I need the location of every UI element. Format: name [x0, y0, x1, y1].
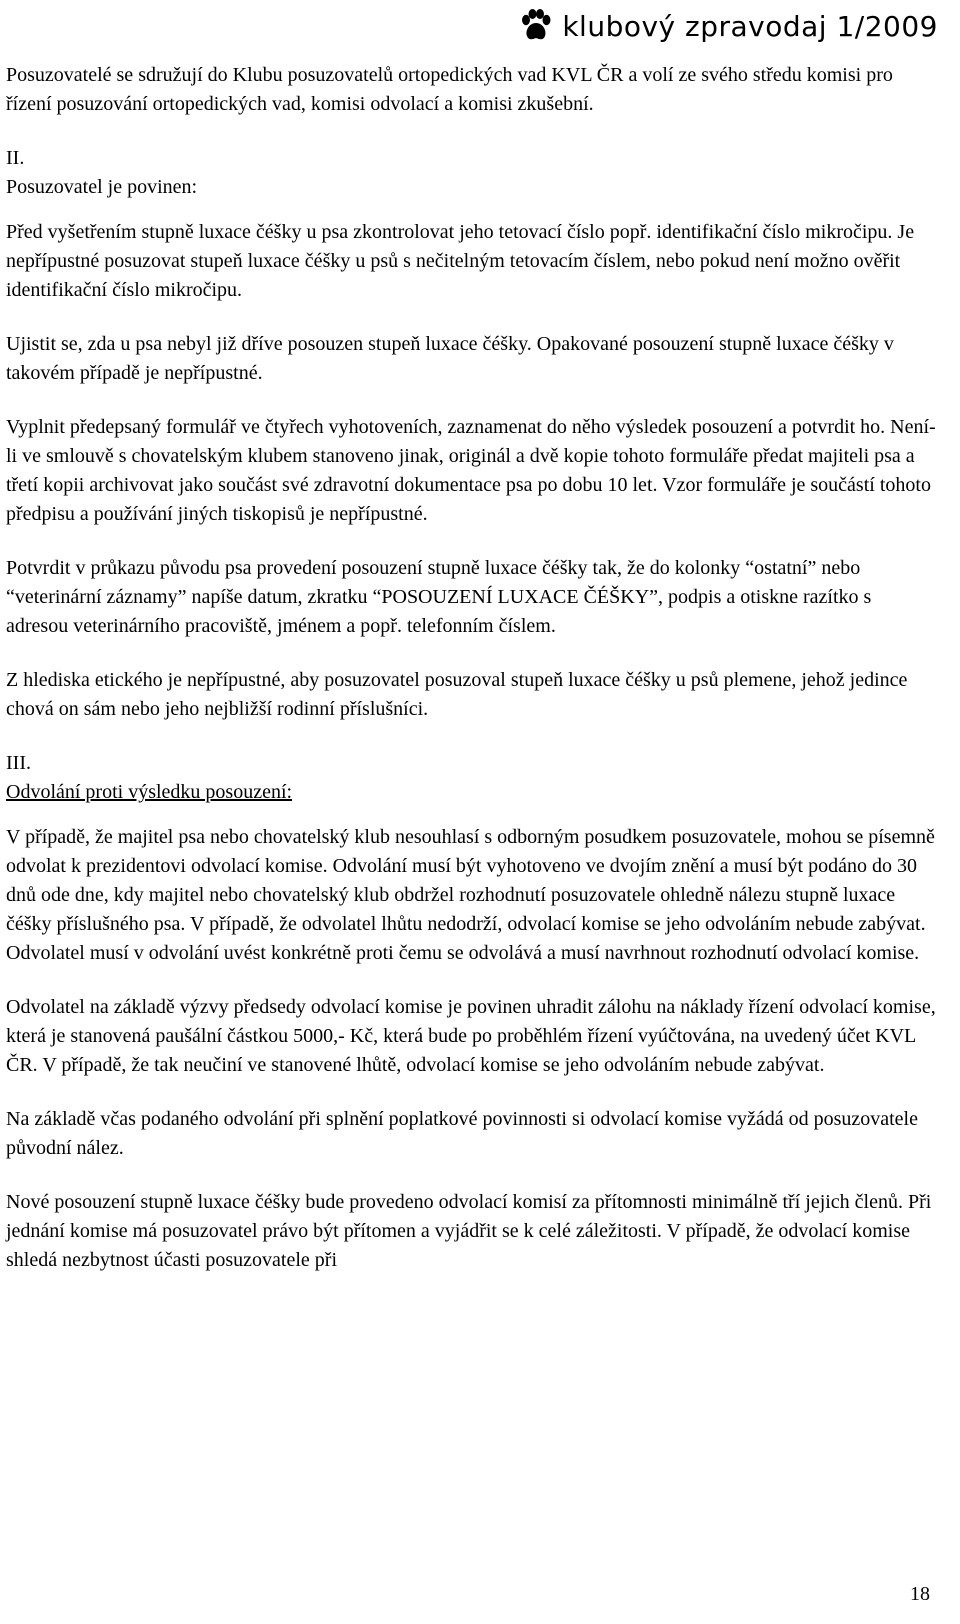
- paragraph-new-assessment: Nové posouzení stupně luxace čéšky bude provedeno odvolací komisí za přítomnosti minimálně tří jejich členů. Při jednání komise má posuzovatel právo být přítomen a vyjádřit se k celé záležitosti. V případě, že odvolací komise shledá nezbytnost účasti posuzovatele při: [6, 1191, 932, 1271]
- paragraph-form-completion: Vyplnit předepsaný formulář ve čtyřech vyhotoveních, zaznamenat do něho výsledek posouzení a potvrdit ho. Není-li ve smlouvě s chovatelským klubem stanoveno jinak, originál a dvě kopie tohoto formuláře předat majiteli psa a třetí kopii archivovat jako součást své zdravotní dokumentace psa po dobu 10 let. Vzor formuláře je součástí tohoto předpisu a používání jiných tiskopisů je nepřípustné.: [6, 416, 936, 525]
- paragraph-appeal-procedure: V případě, že majitel psa nebo chovatelský klub nesouhlasí s odborným posudkem posuzovatele, mohou se písemně odvolat k prezidentovi odvolací komise. Odvolání musí být vyhotoveno ve dvojím znění a musí být podáno do 30 dnů ode dne, kdy majitel nebo chovatelský klub obdržel rozhodnutí posuzovatele ohledně nálezu stupně luxace čéšky příslušného psa. V případě, že odvolatel lhůtu nedodrží, odvolací komise se jeho odvoláním nebude zabývat. Odvolatel musí v odvolání uvést konkrétně proti čemu se odvolává a musí navrhnout rozhodnutí odvolací komise.: [6, 826, 935, 964]
- paragraph-appeal-fee: Odvolatel na základě výzvy předsedy odvolací komise je povinen uhradit zálohu na náklady řízení odvolací komise, která je stanovená paušální částkou 5000,- Kč, která bude po proběhlém řízení vyúčtována, na uvedený účet KVL ČR. V případě, že tak neučiní ve stanovené lhůtě, odvolací komise se jeho odvoláním nebude zabývat.: [6, 996, 936, 1076]
- section-3-heading: [6, 749, 936, 807]
- paragraph-original-findings: Na základě včas podaného odvolání při splnění poplatkové povinnosti si odvolací komise vyžádá od posuzovatele původní nález.: [6, 1108, 918, 1159]
- section-2-title: Posuzovatel je povinen:: [6, 176, 198, 198]
- section-3-number: III.: [6, 752, 31, 774]
- paragraph-previous-assessment: Ujistit se, zda u psa nebyl již dříve posouzen stupeň luxace čéšky. Opakované posouzení stupně luxace čéšky v takovém případě je nepřípustné.: [6, 333, 894, 384]
- section-2-number: II.: [6, 147, 25, 169]
- newsletter-title: klubový zpravodaj 1/2009: [562, 9, 938, 43]
- document-body: [6, 61, 936, 1300]
- section-2-heading: [6, 144, 936, 202]
- paw-icon: [520, 9, 552, 43]
- page-number: 18: [910, 1583, 930, 1605]
- section-3-title: Odvolání proti výsledku posouzení:: [6, 781, 293, 803]
- page-header: [520, 4, 938, 48]
- paragraph-pedigree-confirmation: Potvrdit v průkazu původu psa provedení posouzení stupně luxace čéšky tak, že do kolonky “ostatní” nebo “veterinární záznamy” napíše datum, zkratku “POSOUZENÍ LUXACE ČÉŠKY”, podpis a otiskne razítko s adresou veterinárního pracoviště, jménem a popř. telefonním číslem.: [6, 557, 872, 637]
- paragraph-club-membership: Posuzovatelé se sdružují do Klubu posuzovatelů ortopedických vad KVL ČR a volí ze svého středu komisi pro řízení posuzování ortopedických vad, komisi odvolací a komisi zkušební.: [6, 64, 893, 115]
- paragraph-tattoo-check: Před vyšetřením stupně luxace čéšky u psa zkontrolovat jeho tetovací číslo popř. identifikační číslo mikročipu. Je nepřípustné posuzovat stupeň luxace čéšky u psů s nečitelným tetovacím číslem, nebo pokud není možno ověřit identifikační číslo mikročipu.: [6, 221, 915, 301]
- paragraph-ethics: Z hlediska etického je nepřípustné, aby posuzovatel posuzoval stupeň luxace čéšky u psů plemene, jehož jedince chová on sám nebo jeho nejbližší rodinní příslušníci.: [6, 669, 908, 720]
